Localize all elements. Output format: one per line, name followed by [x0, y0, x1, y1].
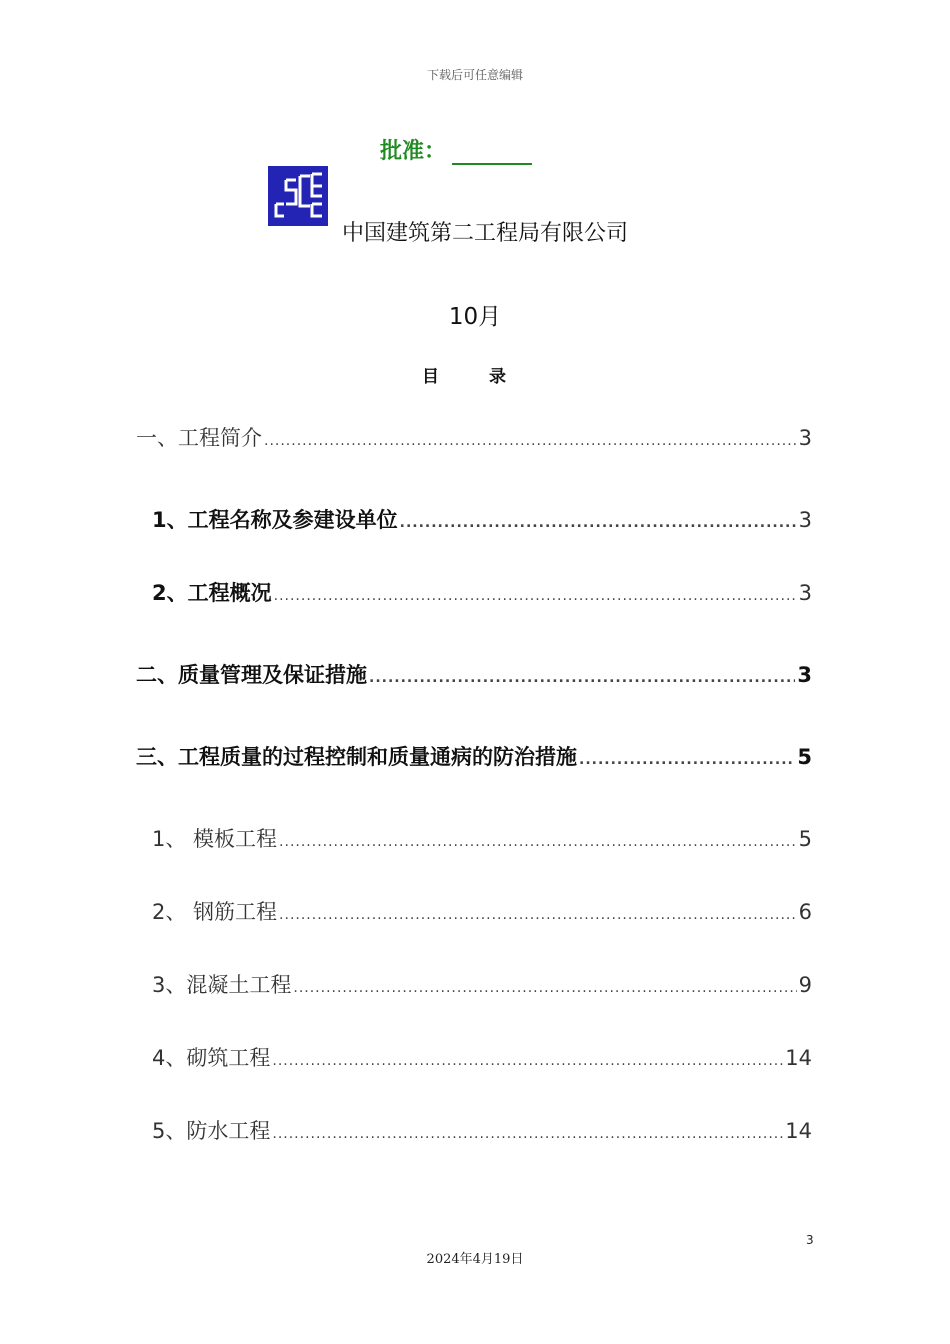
- toc-leader: [274, 588, 797, 604]
- toc-entry[interactable]: [136, 422, 812, 452]
- toc-entry[interactable]: [152, 577, 812, 607]
- company-logo: [268, 166, 328, 226]
- toc-entry[interactable]: [152, 1042, 812, 1072]
- approval-line: [380, 134, 532, 165]
- toc-entry-label: 三、工程质量的过程控制和质量通病的防治措施: [136, 745, 577, 769]
- toc-entry[interactable]: [152, 1115, 812, 1145]
- toc-entry-page: 5: [798, 827, 812, 851]
- footer-date: 2024年4月19日: [426, 1252, 524, 1267]
- toc-entry[interactable]: [136, 659, 812, 689]
- approval-blank: [452, 143, 532, 165]
- toc-leader: [400, 515, 797, 531]
- toc-entry[interactable]: [152, 896, 812, 926]
- toc-entry[interactable]: [152, 969, 812, 999]
- toc-leader: [369, 670, 795, 686]
- toc-leader: [272, 1126, 783, 1142]
- approval-label: 批准：: [380, 139, 447, 164]
- toc-entry[interactable]: [136, 741, 812, 771]
- toc-entry-page: 3: [798, 508, 812, 532]
- toc-leader: [264, 433, 797, 449]
- toc-entry-page: 3: [797, 663, 812, 687]
- toc-title: 目 录: [422, 367, 528, 387]
- toc-entry-label: 3、混凝土工程: [152, 973, 292, 997]
- toc-leader: [279, 907, 797, 923]
- toc-leader: [279, 834, 797, 850]
- toc-entry-label: 5、防水工程: [152, 1119, 271, 1143]
- toc-entry[interactable]: [152, 504, 812, 534]
- toc-entry[interactable]: [152, 823, 812, 853]
- company-name: 中国建筑第二工程局有限公司: [342, 221, 629, 246]
- toc-entry-page: 3: [798, 581, 812, 605]
- toc-entry-label: 2、工程概况: [152, 581, 272, 605]
- toc-entry-page: 14: [785, 1119, 812, 1143]
- toc-entry-label: 2、 钢筋工程: [152, 900, 278, 924]
- toc-entry-page: 14: [785, 1046, 812, 1070]
- toc-entry-label: 1、工程名称及参建设单位: [152, 508, 398, 532]
- toc-entry-label: 二、质量管理及保证措施: [136, 663, 367, 687]
- page-number: 3: [806, 1233, 814, 1247]
- toc-entry-label: 4、砌筑工程: [152, 1046, 271, 1070]
- toc-entry-page: 3: [798, 426, 812, 450]
- toc-entry-page: 6: [798, 900, 812, 924]
- toc-entry-label: 一、工程简介: [136, 426, 262, 450]
- toc-leader: [579, 752, 795, 768]
- cscec-logo-icon: [268, 166, 328, 226]
- toc-entry-page: 9: [798, 973, 812, 997]
- header-note: 下载后可任意编辑: [426, 68, 523, 82]
- toc-entry-page: 5: [797, 745, 812, 769]
- toc-entry-label: 1、 模板工程: [152, 827, 278, 851]
- report-month: 10月: [448, 304, 502, 330]
- toc-leader: [272, 1053, 783, 1069]
- toc-leader: [293, 980, 796, 996]
